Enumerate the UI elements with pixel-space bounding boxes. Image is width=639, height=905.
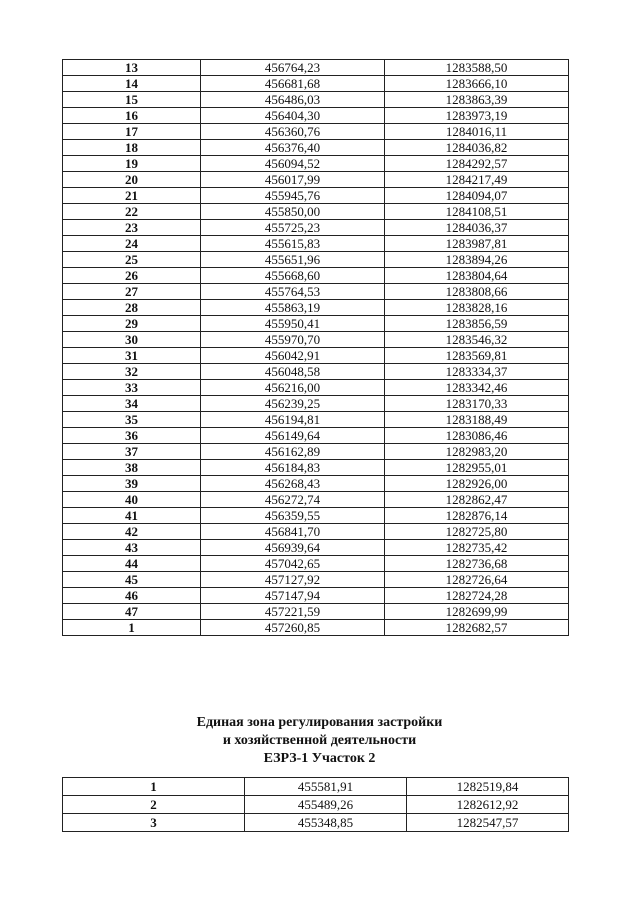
table-row — [63, 92, 569, 108]
point-number-cell: 2 — [63, 796, 245, 814]
table-row — [63, 540, 569, 556]
x-coordinate-cell: 457147,94 — [201, 588, 385, 604]
point-number-cell: 37 — [63, 444, 201, 460]
point-number-cell: 14 — [63, 76, 201, 92]
x-coordinate-cell: 456404,30 — [201, 108, 385, 124]
x-coordinate-cell: 456841,70 — [201, 524, 385, 540]
table-row — [63, 508, 569, 524]
point-number-cell: 31 — [63, 348, 201, 364]
point-number-cell: 22 — [63, 204, 201, 220]
table-row — [63, 492, 569, 508]
x-coordinate-cell: 456272,74 — [201, 492, 385, 508]
x-coordinate-cell: 456017,99 — [201, 172, 385, 188]
y-coordinate-cell: 1282724,28 — [385, 588, 569, 604]
x-coordinate-cell: 455651,96 — [201, 252, 385, 268]
table-row — [63, 476, 569, 492]
point-number-cell: 20 — [63, 172, 201, 188]
point-number-cell: 19 — [63, 156, 201, 172]
point-number-cell: 45 — [63, 572, 201, 588]
y-coordinate-cell: 1284036,37 — [385, 220, 569, 236]
x-coordinate-cell: 456360,76 — [201, 124, 385, 140]
y-coordinate-cell: 1282612,92 — [407, 796, 569, 814]
x-coordinate-cell: 456681,68 — [201, 76, 385, 92]
y-coordinate-cell: 1283894,26 — [385, 252, 569, 268]
y-coordinate-cell: 1284292,57 — [385, 156, 569, 172]
y-coordinate-cell: 1284094,07 — [385, 188, 569, 204]
table-row — [63, 364, 569, 380]
y-coordinate-cell: 1283987,81 — [385, 236, 569, 252]
point-number-cell: 39 — [63, 476, 201, 492]
point-number-cell: 1 — [63, 620, 201, 636]
x-coordinate-cell: 457260,85 — [201, 620, 385, 636]
point-number-cell: 16 — [63, 108, 201, 124]
y-coordinate-cell: 1282862,47 — [385, 492, 569, 508]
coordinates-table-body — [63, 60, 569, 636]
table-row — [63, 620, 569, 636]
zone-title-line-2: и хозяйственной деятельности — [222, 733, 417, 748]
table-row — [63, 236, 569, 252]
table-row — [63, 300, 569, 316]
point-number-cell: 35 — [63, 412, 201, 428]
point-number-cell: 1 — [63, 778, 245, 796]
point-number-cell: 46 — [63, 588, 201, 604]
point-number-cell: 13 — [63, 60, 201, 76]
x-coordinate-cell: 456359,55 — [201, 508, 385, 524]
table-row — [63, 604, 569, 620]
x-coordinate-cell: 457221,59 — [201, 604, 385, 620]
point-number-cell: 15 — [63, 92, 201, 108]
y-coordinate-cell: 1282983,20 — [385, 444, 569, 460]
table-row — [63, 396, 569, 412]
x-coordinate-cell: 456939,64 — [201, 540, 385, 556]
point-number-cell: 23 — [63, 220, 201, 236]
point-number-cell: 30 — [63, 332, 201, 348]
table-row — [63, 412, 569, 428]
x-coordinate-cell: 456486,03 — [201, 92, 385, 108]
point-number-cell: 34 — [63, 396, 201, 412]
y-coordinate-cell: 1283828,16 — [385, 300, 569, 316]
point-number-cell: 32 — [63, 364, 201, 380]
coordinates-table-body — [63, 778, 569, 832]
y-coordinate-cell: 1283086,46 — [385, 428, 569, 444]
y-coordinate-cell: 1282699,99 — [385, 604, 569, 620]
table-row — [63, 76, 569, 92]
point-number-cell: 42 — [63, 524, 201, 540]
table-row — [63, 380, 569, 396]
y-coordinate-cell: 1282682,57 — [385, 620, 569, 636]
x-coordinate-cell: 456149,64 — [201, 428, 385, 444]
y-coordinate-cell: 1282547,57 — [407, 814, 569, 832]
table-row — [63, 204, 569, 220]
x-coordinate-cell: 456094,52 — [201, 156, 385, 172]
x-coordinate-cell: 456048,58 — [201, 364, 385, 380]
y-coordinate-cell: 1282955,01 — [385, 460, 569, 476]
point-number-cell: 24 — [63, 236, 201, 252]
table-row — [63, 316, 569, 332]
table-row — [63, 814, 569, 832]
y-coordinate-cell: 1283973,19 — [385, 108, 569, 124]
x-coordinate-cell: 456239,25 — [201, 396, 385, 412]
table-row — [63, 796, 569, 814]
y-coordinate-cell: 1283588,50 — [385, 60, 569, 76]
x-coordinate-cell: 455850,00 — [201, 204, 385, 220]
y-coordinate-cell: 1282736,68 — [385, 556, 569, 572]
y-coordinate-cell: 1283666,10 — [385, 76, 569, 92]
zone-title-line-1: Единая зона регулирования застройки — [196, 715, 443, 730]
y-coordinate-cell: 1283546,32 — [385, 332, 569, 348]
table-row — [63, 108, 569, 124]
point-number-cell: 36 — [63, 428, 201, 444]
x-coordinate-cell: 455725,23 — [201, 220, 385, 236]
y-coordinate-cell: 1282876,14 — [385, 508, 569, 524]
y-coordinate-cell: 1282926,00 — [385, 476, 569, 492]
table-row — [63, 348, 569, 364]
table-row — [63, 220, 569, 236]
coordinates-table-area-2 — [62, 777, 569, 832]
point-number-cell: 38 — [63, 460, 201, 476]
point-number-cell: 47 — [63, 604, 201, 620]
x-coordinate-cell: 456764,23 — [201, 60, 385, 76]
x-coordinate-cell: 455764,53 — [201, 284, 385, 300]
table-row — [63, 778, 569, 796]
table-row — [63, 140, 569, 156]
point-number-cell: 40 — [63, 492, 201, 508]
x-coordinate-cell: 455489,26 — [245, 796, 407, 814]
y-coordinate-cell: 1283808,66 — [385, 284, 569, 300]
x-coordinate-cell: 455581,91 — [245, 778, 407, 796]
table-row — [63, 572, 569, 588]
x-coordinate-cell: 457127,92 — [201, 572, 385, 588]
y-coordinate-cell: 1284036,82 — [385, 140, 569, 156]
point-number-cell: 17 — [63, 124, 201, 140]
y-coordinate-cell: 1283856,59 — [385, 316, 569, 332]
table-row — [63, 588, 569, 604]
y-coordinate-cell: 1283569,81 — [385, 348, 569, 364]
table-row — [63, 284, 569, 300]
y-coordinate-cell: 1282725,80 — [385, 524, 569, 540]
point-number-cell: 29 — [63, 316, 201, 332]
table-row — [63, 60, 569, 76]
y-coordinate-cell: 1284108,51 — [385, 204, 569, 220]
zone-title-line-3: ЕЗРЗ-1 Участок 2 — [263, 751, 376, 766]
x-coordinate-cell: 455668,60 — [201, 268, 385, 284]
table-row — [63, 172, 569, 188]
x-coordinate-cell: 456162,89 — [201, 444, 385, 460]
y-coordinate-cell: 1282726,64 — [385, 572, 569, 588]
y-coordinate-cell: 1283863,39 — [385, 92, 569, 108]
y-coordinate-cell: 1283342,46 — [385, 380, 569, 396]
x-coordinate-cell: 456184,83 — [201, 460, 385, 476]
point-number-cell: 25 — [63, 252, 201, 268]
table-row — [63, 268, 569, 284]
x-coordinate-cell: 455970,70 — [201, 332, 385, 348]
y-coordinate-cell: 1284016,11 — [385, 124, 569, 140]
x-coordinate-cell: 457042,65 — [201, 556, 385, 572]
table-row — [63, 156, 569, 172]
point-number-cell: 43 — [63, 540, 201, 556]
x-coordinate-cell: 455615,83 — [201, 236, 385, 252]
point-number-cell: 28 — [63, 300, 201, 316]
table-row — [63, 252, 569, 268]
x-coordinate-cell: 455863,19 — [201, 300, 385, 316]
point-number-cell: 21 — [63, 188, 201, 204]
x-coordinate-cell: 456216,00 — [201, 380, 385, 396]
table-row — [63, 332, 569, 348]
x-coordinate-cell: 455945,76 — [201, 188, 385, 204]
x-coordinate-cell: 456268,43 — [201, 476, 385, 492]
table-row — [63, 444, 569, 460]
point-number-cell: 18 — [63, 140, 201, 156]
point-number-cell: 27 — [63, 284, 201, 300]
point-number-cell: 44 — [63, 556, 201, 572]
coordinates-table-area-1 — [62, 59, 569, 636]
y-coordinate-cell: 1283170,33 — [385, 396, 569, 412]
y-coordinate-cell: 1283804,64 — [385, 268, 569, 284]
x-coordinate-cell: 456042,91 — [201, 348, 385, 364]
y-coordinate-cell: 1283334,37 — [385, 364, 569, 380]
table-row — [63, 460, 569, 476]
x-coordinate-cell: 456194,81 — [201, 412, 385, 428]
y-coordinate-cell: 1282735,42 — [385, 540, 569, 556]
table-row — [63, 524, 569, 540]
y-coordinate-cell: 1283188,49 — [385, 412, 569, 428]
point-number-cell: 41 — [63, 508, 201, 524]
table-row — [63, 124, 569, 140]
x-coordinate-cell: 455950,41 — [201, 316, 385, 332]
y-coordinate-cell: 1282519,84 — [407, 778, 569, 796]
y-coordinate-cell: 1284217,49 — [385, 172, 569, 188]
point-number-cell: 26 — [63, 268, 201, 284]
x-coordinate-cell: 456376,40 — [201, 140, 385, 156]
table-row — [63, 188, 569, 204]
point-number-cell: 3 — [63, 814, 245, 832]
table-row — [63, 428, 569, 444]
point-number-cell: 33 — [63, 380, 201, 396]
table-row — [63, 556, 569, 572]
x-coordinate-cell: 455348,85 — [245, 814, 407, 832]
